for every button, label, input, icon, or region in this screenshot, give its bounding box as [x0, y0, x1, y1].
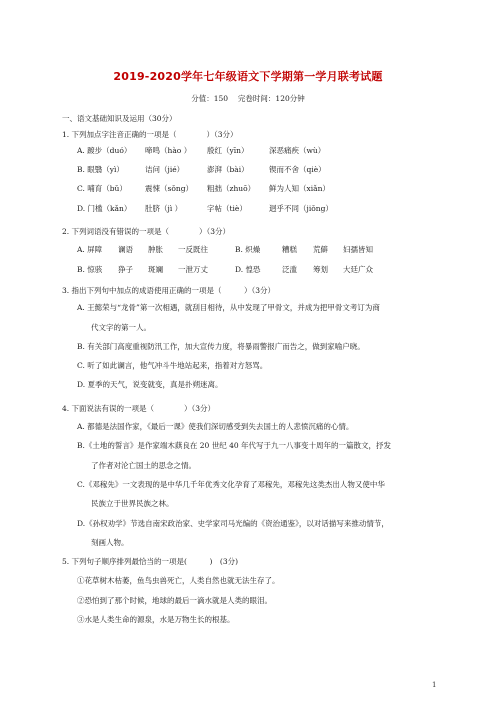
q2-word: 荒僻: [313, 245, 328, 254]
question-2-stem: 2. 下列词语没有错误的一项是（ ）（3分）: [62, 227, 231, 236]
q2-word: 一泄万丈: [178, 265, 208, 274]
exam-meta: 分值：150 完卷时间：120分钟: [191, 94, 305, 103]
q1-option-a-1: A. 踱步（duó）: [77, 146, 132, 155]
question-3-stem: 3. 指出下列句中加点的成语使用正确的一项是（ ）（3分）: [62, 286, 276, 295]
q2-word: 一反既往: [178, 245, 208, 254]
q3-option-a-cont: 代文字的第一人。: [91, 323, 151, 332]
q2-word: B. 惊骇: [77, 265, 103, 274]
q1-option-c-1: C. 哺育（bǔ）: [77, 184, 127, 193]
q4-option-c: C.《邓稼先》一文表现的是中华几千年优秀文化孕育了邓稼先，邓稼先这类杰出人物又使中华: [77, 480, 385, 489]
q4-option-d: D.《孙权劝学》节选自南宋政治家、史学家司马光编的《资治通鉴》，以对话描写来推动情节，: [77, 519, 389, 528]
q1-option-b-2: 诘问（jié）: [145, 165, 185, 174]
q1-option-c-3: 粗拙（zhuō）: [207, 184, 256, 193]
q1-option-b-1: B. 眼翳（yì）: [77, 165, 124, 174]
page-number: 1: [432, 681, 437, 689]
question-5-stem: 5. 下列句子顺序排列最恰当的一项是( ) (3分): [62, 557, 239, 566]
q2-word: 筹划: [313, 265, 328, 274]
q3-option-d: D. 夏季的天气，说变就变，真是扑朔迷离。: [77, 380, 223, 389]
q1-option-b-4: 锲而不舍（qiè）: [269, 165, 326, 174]
q1-option-d-1: D. 门槛（kǎn）: [77, 204, 132, 213]
q4-option-d-cont: 刻画人物。: [91, 538, 129, 547]
q4-option-c-cont: 民族立于世界民族之林。: [91, 499, 174, 508]
q1-option-d-2: 肚脐（jì ）: [145, 204, 183, 213]
q2-word: 糟糕: [282, 245, 297, 254]
q1-option-d-4: 迥乎不同（jiǒng）: [269, 204, 333, 213]
q2-word: 狰子: [118, 265, 133, 274]
q3-option-c: C. 听了如此谰言，他气冲斗牛地站起来，指着对方怒骂。: [77, 361, 268, 370]
question-1-stem: 1. 下列加点字注音正确的一项是（ ）（3分）: [62, 130, 238, 139]
q5-sentence-3: ③水是人类生命的源泉，水是万物生长的根基。: [77, 615, 235, 624]
q2-word: D. 惶恐: [235, 265, 261, 274]
q5-sentence-2: ②恐怕到了那个时候，地球的最后一滴水就是人类的眼泪。: [77, 596, 272, 605]
q2-word: B. 炽燥: [235, 245, 261, 254]
q3-option-b: B. 有关部门高度重视防汛工作，加大宣传力度，将暴雨警报广而告之，做到家喻户晓。: [77, 342, 365, 351]
q1-option-b-3: 澎湃（bài）: [207, 165, 249, 174]
q2-word: 肿胀: [148, 245, 163, 254]
q1-option-c-4: 鲜为人知（xiǎn）: [269, 184, 330, 193]
question-4-stem: 4. 下面说法有误的一项是（ ）（3分）: [62, 404, 216, 413]
q3-option-a: A. 王懿荣与“龙骨”第一次相遇，就刮目相待，从中发现了甲骨文，并成为把甲骨文考订为商: [77, 303, 380, 312]
q1-option-a-4: 深恶痛疾（wù）: [269, 146, 326, 155]
q5-sentence-1: ①花草树木枯萎，鱼鸟虫兽死亡，人类自然也就无法生存了。: [77, 576, 280, 585]
section-heading: 一、语文基础知识及运用（30分）: [62, 114, 177, 123]
q1-option-c-2: 震悚（sǒng）: [145, 184, 193, 193]
q1-option-a-3: 殷红（yīn）: [207, 146, 249, 155]
q4-option-b: B.《土地的誓言》是作家端木蕻良在 20 世纪 40 年代写于九一八事变十周年的一篇散文，抒发: [77, 441, 392, 450]
q1-option-a-2: 啼鸣（hào ）: [145, 146, 192, 155]
q2-word: 大廷广众: [343, 265, 373, 274]
q2-word: 妇孺皆知: [343, 245, 373, 254]
q2-word: A. 屏障: [77, 245, 103, 254]
q1-option-d-3: 字帖（tiè）: [207, 204, 247, 213]
q2-word: 谰语: [118, 245, 133, 254]
q4-option-b-cont: 了作者对沦亡国土的思念之情。: [91, 461, 196, 470]
q2-word: 斑斓: [148, 265, 163, 274]
q4-option-a: A. 都德是法国作家，《最后一课》使我们深切感受到失去国土的人悲愤沉痛的心情。: [77, 422, 354, 431]
q2-word: 泛滥: [282, 265, 297, 274]
page-title: 2019-2020学年七年级语文下学期第一学月联考试题: [113, 70, 383, 83]
